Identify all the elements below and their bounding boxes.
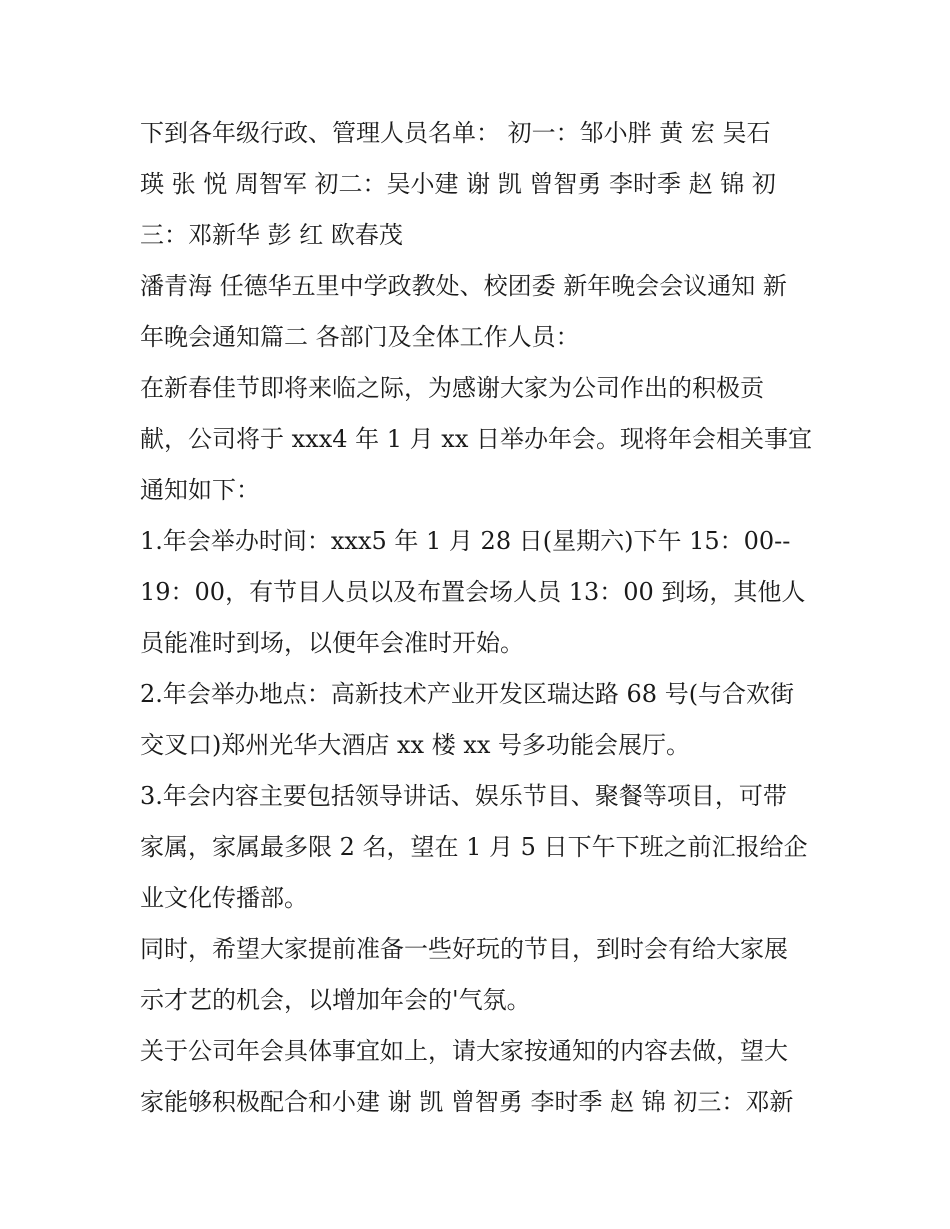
text-line: 3.年会内容主要包括领导讲话、娱乐节目、聚餐等项目，可带: [140, 782, 787, 810]
text-line: 家属，家属最多限 2 名，望在 1 月 5 日下午下班之前汇报给企: [140, 833, 808, 861]
text-line: 献，公司将于 xxx4 年 1 月 xx 日举办年会。现将年会相关事宜: [140, 425, 812, 453]
text-line: 19：00，有节目人员以及布置会场人员 13：00 到场，其他人: [140, 578, 806, 606]
text-line: 同时，希望大家提前准备一些好玩的节目，到时会有给大家展: [140, 935, 788, 963]
text-line: 潘青海 任德华五里中学政教处、校团委 新年晚会会议通知 新: [140, 272, 787, 300]
text-line: 员能准时到场，以便年会准时开始。: [140, 629, 524, 657]
text-line: 通知如下：: [140, 476, 260, 504]
text-line: 1.年会举办时间：xxx5 年 1 月 28 日(星期六)下午 15：00--: [140, 527, 791, 555]
text-line: 交叉口)郑州光华大酒店 xx 楼 xx 号多功能会展厅。: [140, 731, 691, 759]
text-line: 三：邓新华 彭 红 欧春茂: [140, 221, 403, 249]
text-line: 2.年会举办地点：高新技术产业开发区瑞达路 68 号(与合欢街: [140, 680, 795, 708]
text-line: 关于公司年会具体事宜如上，请大家按通知的内容去做，望大: [140, 1037, 788, 1065]
document-body: [140, 108, 820, 1128]
text-line: 年晚会通知篇二 各部门及全体工作人员：: [140, 323, 580, 351]
text-line: 下到各年级行政、管理人员名单： 初一：邹小胖 黄 宏 吴石: [140, 119, 771, 147]
text-line: 示才艺的机会，以增加年会的'气氛。: [140, 986, 531, 1014]
text-line: 在新春佳节即将来临之际，为感谢大家为公司作出的积极贡: [140, 374, 764, 402]
text-line: 业文化传播部。: [140, 884, 308, 912]
text-line: 瑛 张 悦 周智军 初二：吴小建 谢 凯 曾智勇 李时季 赵 锦 初: [140, 170, 776, 198]
text-line: 家能够积极配合和小建 谢 凯 曾智勇 李时季 赵 锦 初三：邓新: [140, 1088, 794, 1116]
